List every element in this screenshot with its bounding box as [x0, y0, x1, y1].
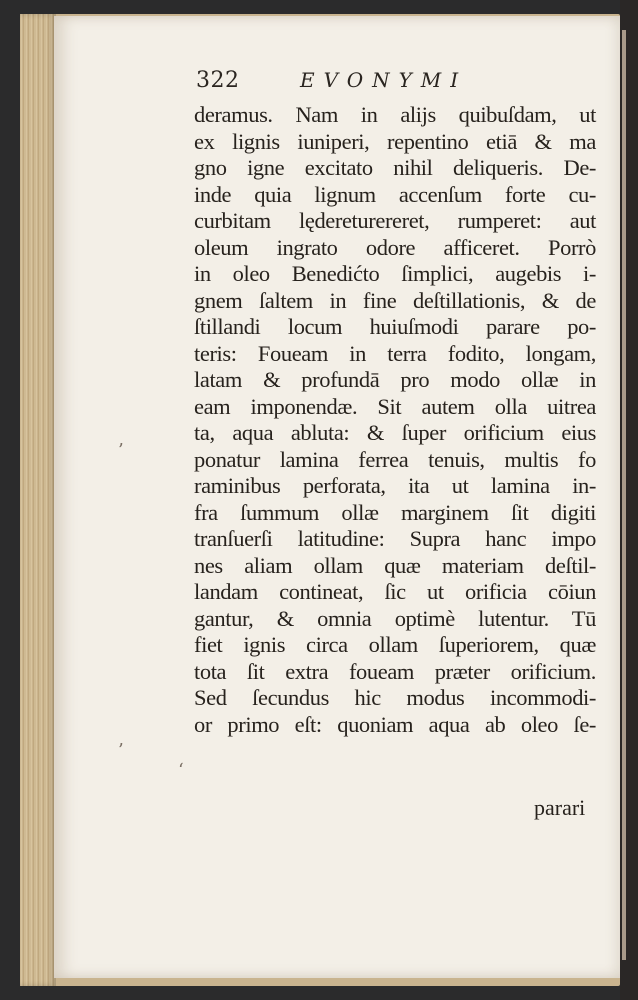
body-text: [194, 102, 596, 738]
text-line: gantur, & omnia optimè lutentur. Tū: [194, 605, 596, 631]
margin-mark: ‘: [178, 760, 184, 781]
text-line: ſtillandi locum huiuſmodi parare po-: [194, 314, 596, 339]
text-line: gnem ſaltem in fine deſtillationis, & de: [194, 287, 596, 313]
text-line: tranſuerſi latitudine: Supra hanc impo: [194, 526, 596, 551]
text-line: landam contineat, ſic ut orificia cōiun: [194, 579, 596, 604]
catchword: parari: [534, 795, 586, 820]
text-line: ponatur lamina ferrea tenuis, multis fo: [194, 446, 596, 472]
margin-mark: ’: [118, 440, 124, 461]
text-line: oleum ingrato odore afficeret. Porrò: [194, 234, 596, 260]
text-line: teris: Foueam in terra fodito, longam,: [194, 340, 596, 366]
page-header: [196, 68, 596, 98]
show-through-text: [360, 790, 550, 804]
text-line: in oleo Benedićto ſimplici, augebis i-: [194, 261, 596, 286]
running-head: EVONYMI: [300, 68, 468, 92]
text-line: ta, aqua abluta: & ſuper orificium eius: [194, 420, 596, 445]
page-edges: [20, 14, 56, 986]
text-line: deramus. Nam in alijs quibuſdam, ut: [194, 102, 596, 127]
text-line: latam & profundā pro modo ollæ in: [194, 367, 596, 392]
text-line: curbitam lędereturereret, rumperet: aut: [194, 208, 596, 233]
text-line: inde quia lignum accenſum forte cu-: [194, 181, 596, 207]
text-line: tota ſit extra foueam præter orificium.: [194, 658, 596, 684]
text-line: fra ſummum ollæ marginem ſit digiti: [194, 499, 596, 525]
text-line: eam imponendæ. Sit autem olla uitrea: [194, 393, 596, 419]
text-line: Sed ſecundus hic modus incommodi-: [194, 685, 596, 710]
margin-mark: ’: [118, 740, 124, 761]
text-line: raminibus perforata, ita ut lamina in-: [194, 473, 596, 498]
text-line: ex lignis iuniperi, repentino etiā & ma: [194, 128, 596, 154]
text-line: nes aliam ollam quæ materiam deſtil-: [194, 552, 596, 578]
page-number: 322: [196, 68, 240, 93]
text-line: fiet ignis circa ollam ſuperiorem, quæ: [194, 632, 596, 657]
text-line: or primo eſt: quoniam aqua ab oleo ſe-: [194, 711, 596, 737]
book-cover-edge: [620, 0, 638, 1000]
text-line: gno igne excitato nihil deliqueris. De-: [194, 155, 596, 180]
